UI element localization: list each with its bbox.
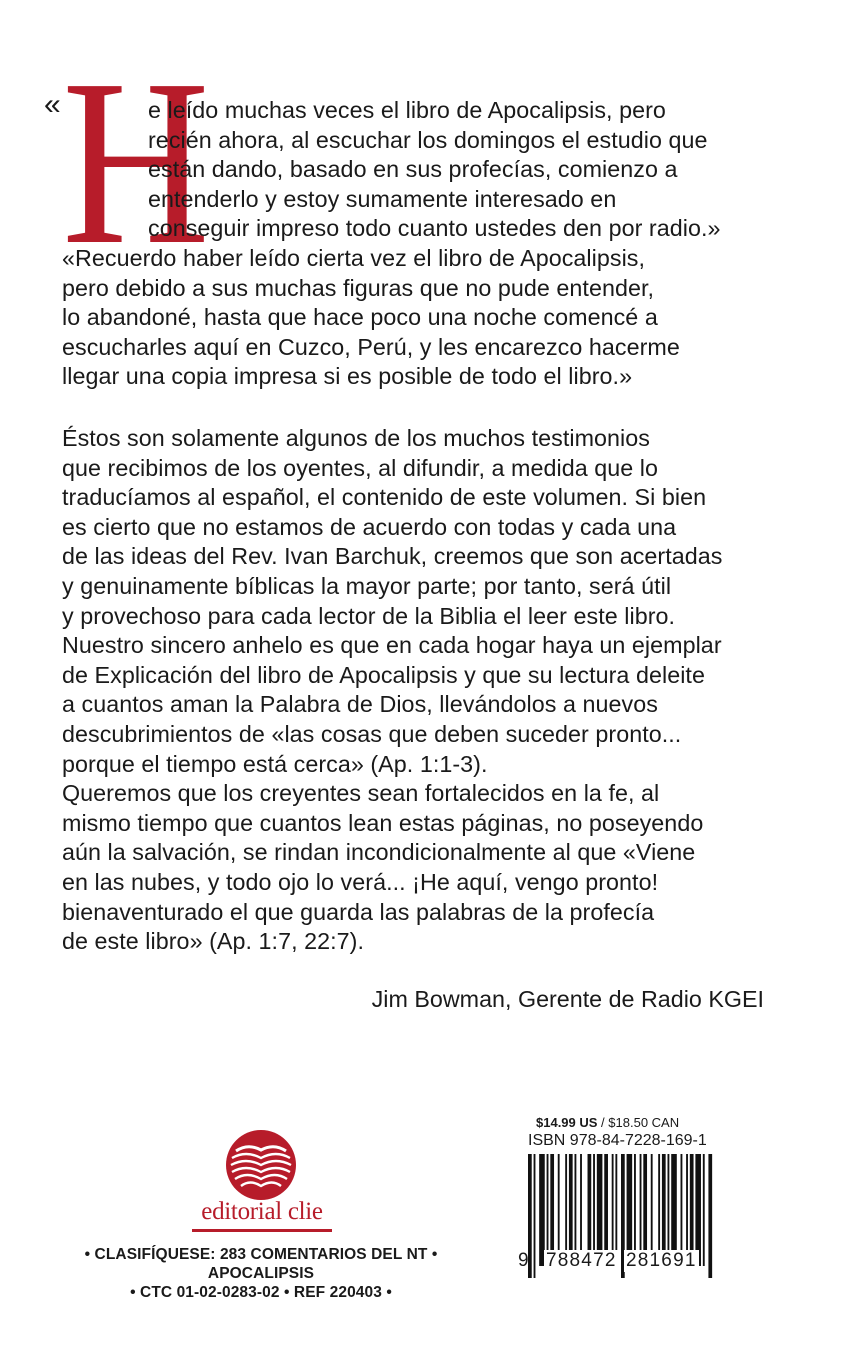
open-book-icon [224, 1128, 298, 1202]
barcode-bar [534, 1154, 536, 1278]
description-line: de Explicación del libro de Apocalipsis y que su lectura deleite [62, 661, 705, 688]
testimonial-line: pero debido a sus muchas figuras que no pude entender, [62, 274, 655, 301]
description-line: es cierto que no estamos de acuerdo con todas y cada una [62, 513, 677, 540]
barcode-digit-first: 9 [518, 1250, 530, 1271]
description-line: de este libro» (Ap. 1:7, 22:7). [62, 928, 364, 955]
description-line: Nuestro sincero anhelo es que en cada hogar haya un ejemplar [62, 632, 722, 659]
publisher-name: editorial clie [201, 1198, 323, 1225]
isbn-number: ISBN 978-84-7228-169-1 [528, 1132, 707, 1149]
testimonial-line: lo abandoné, hasta que hace poco una noche comencé a [62, 304, 658, 331]
testimonial-paragraph [62, 96, 772, 392]
logo-underline [192, 1229, 332, 1232]
opening-quote-mark: « [44, 88, 61, 121]
barcode-bar [708, 1154, 712, 1278]
description-line: Éstos son solamente algunos de los muchos testimonios [62, 425, 650, 451]
classification-line: • CLASIFÍQUESE: 283 COMENTARIOS DEL NT • [84, 1246, 438, 1263]
barcode-digits-left: 788472 [546, 1250, 617, 1271]
testimonial-line: escucharles aquí en Cuzco, Perú, y les encarezco hacerme [62, 333, 680, 360]
signature: Jim Bowman, Gerente de Radio KGEI [371, 986, 764, 1012]
testimonial-line: conseguir impreso todo cuanto ustedes den por radio.» [148, 215, 721, 242]
description-line: mismo tiempo que cuantos lean estas páginas, no poseyendo [62, 809, 704, 836]
testimonial-line: llegar una copia impresa si es posible de todo el libro.» [62, 363, 633, 390]
drop-cap-letter: H [62, 31, 207, 294]
price-us: $14.99 US [536, 1115, 598, 1130]
description-line: descubrimientos de «las cosas que deben suceder pronto... [62, 720, 682, 747]
description-line: porque el tiempo está cerca» (Ap. 1:1-3). [62, 750, 488, 777]
testimonial-line: e leído muchas veces el libro de Apocalipsis, pero [148, 97, 666, 123]
description-line: y genuinamente bíblicas la mayor parte; por tanto, será útil [62, 572, 672, 599]
testimonial-line: recién ahora, al escuchar los domingos el estudio que [148, 126, 708, 153]
classification-line: APOCALIPSIS [207, 1265, 315, 1282]
description-line: bienaventurado el que guarda las palabras de la profecía [62, 898, 655, 925]
description-line: en las nubes, y todo ojo lo verá... ¡He aquí, vengo pronto! [62, 868, 659, 895]
classification-block [46, 1245, 476, 1302]
description-line: traducíamos al español, el contenido de este volumen. Si bien [62, 484, 707, 511]
barcode-digits-right: 281691 [626, 1250, 697, 1271]
description-line: aún la salvación, se rindan incondicionalmente al que «Viene [62, 839, 696, 866]
price-label [536, 1115, 679, 1130]
testimonial-line: están dando, basado en sus profecías, comienzo a [148, 156, 678, 183]
classification-line: • CTC 01-02-0283-02 • REF 220403 • [130, 1284, 392, 1301]
description-line: Queremos que los creyentes sean fortalecidos en la fe, al [62, 780, 660, 807]
barcode-bar [703, 1154, 705, 1266]
description-line: y provechoso para cada lector de la Biblia el leer este libro. [62, 602, 676, 629]
description-line: de las ideas del Rev. Ivan Barchuk, creemos que son acertadas [62, 543, 723, 570]
description-line: a cuantos aman la Palabra de Dios, llevándolos a nuevos [62, 691, 658, 718]
description-line: que recibimos de los oyentes, al difundir, a medida que lo [62, 454, 659, 481]
description-paragraph [62, 424, 772, 957]
price-separator: / [597, 1115, 609, 1130]
testimonial-line: entenderlo y estoy sumamente interesado en [148, 185, 617, 212]
publisher-logo [184, 1128, 340, 1238]
price-can: $18.50 CAN [608, 1115, 680, 1130]
testimonial-line: «Recuerdo haber leído cierta vez el libro de Apocalipsis, [62, 244, 646, 271]
